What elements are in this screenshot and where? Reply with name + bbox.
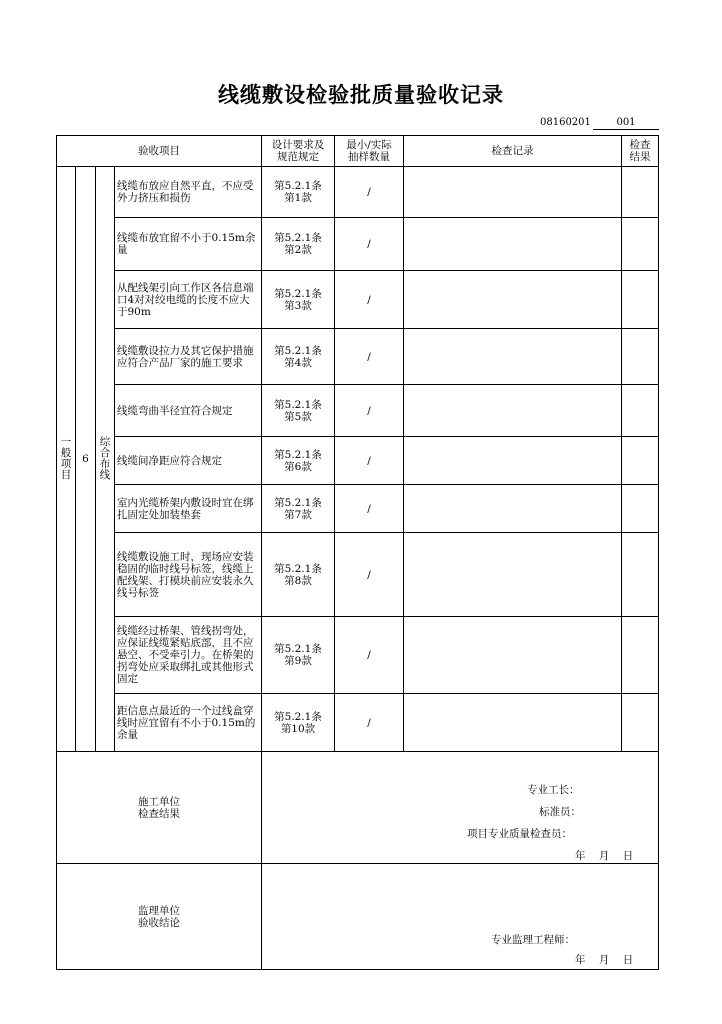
item-standard: 第5.2.1条 第4款 bbox=[262, 329, 335, 385]
item-record[interactable] bbox=[404, 167, 622, 218]
item-text: 线缆间净距应符合规定 bbox=[115, 437, 262, 485]
table-row bbox=[57, 385, 659, 437]
table-row bbox=[57, 694, 659, 752]
item-sample: / bbox=[335, 385, 404, 437]
item-standard: 第5.2.1条 第2款 bbox=[262, 218, 335, 271]
item-sample: / bbox=[335, 218, 404, 271]
table-row bbox=[57, 167, 659, 218]
header-item: 验收项目 bbox=[57, 136, 262, 167]
item-record[interactable] bbox=[404, 218, 622, 271]
item-record[interactable] bbox=[404, 533, 622, 617]
foreman-label: 专业工长： bbox=[527, 784, 580, 796]
group-cabling: 综 合 布 线 bbox=[96, 167, 115, 752]
construction-row bbox=[57, 752, 659, 864]
inspection-table bbox=[56, 135, 659, 970]
item-text: 线缆弯曲半径宜符合规定 bbox=[115, 385, 262, 437]
supervision-signoff[interactable] bbox=[262, 864, 659, 970]
item-result[interactable] bbox=[622, 533, 659, 617]
header-record: 检查记录 bbox=[404, 136, 622, 167]
item-text: 线缆敷设拉力及其它保护措施应符合产品厂家的施工要求 bbox=[115, 329, 262, 385]
table-row bbox=[57, 533, 659, 617]
item-result[interactable] bbox=[622, 329, 659, 385]
item-record[interactable] bbox=[404, 485, 622, 533]
item-text: 线缆布放应自然平直，不应受外力挤压和损伤 bbox=[115, 167, 262, 218]
item-result[interactable] bbox=[622, 485, 659, 533]
table-row bbox=[57, 617, 659, 694]
item-sample: / bbox=[335, 167, 404, 218]
item-text: 室内光缆桥架内敷设时宜在绑扎固定处加装垫套 bbox=[115, 485, 262, 533]
category-general: 一 般 项 目 bbox=[57, 167, 76, 752]
item-standard: 第5.2.1条 第10款 bbox=[262, 694, 335, 752]
item-result[interactable] bbox=[622, 437, 659, 485]
table-row bbox=[57, 329, 659, 385]
item-text: 距信息点最近的一个过线盒穿线时应宜留有不小于0.15m的余量 bbox=[115, 694, 262, 752]
construction-date: 年 月 日 bbox=[575, 850, 634, 862]
page-title: 线缆敷设检验批质量验收记录 bbox=[218, 83, 504, 107]
inspector-label: 项目专业质量检查员： bbox=[467, 828, 572, 840]
item-text: 线缆敷设施工时，现场应安装稳固的临时线号标签，线缆上配线架、打模块前应安装永久线号标签 bbox=[115, 533, 262, 617]
item-standard: 第5.2.1条 第5款 bbox=[262, 385, 335, 437]
item-result[interactable] bbox=[622, 218, 659, 271]
table-row bbox=[57, 218, 659, 271]
construction-label: 施工单位 检查结果 bbox=[57, 752, 262, 864]
item-record[interactable] bbox=[404, 329, 622, 385]
header-row bbox=[57, 136, 659, 167]
item-text: 线缆经过桥架、管线拐弯处，应保证线缆紧贴底部，且不应悬空、不受牵引力。在桥架的拐弯处应采取绑扎或其他形式固定 bbox=[115, 617, 262, 694]
group-number: 6 bbox=[76, 167, 96, 752]
item-sample: / bbox=[335, 271, 404, 329]
header-sample: 最小/实际 抽样数量 bbox=[335, 136, 404, 167]
supervision-label: 监理单位 验收结论 bbox=[57, 864, 262, 970]
item-sample: / bbox=[335, 617, 404, 694]
item-sample: / bbox=[335, 485, 404, 533]
item-result[interactable] bbox=[622, 271, 659, 329]
item-standard: 第5.2.1条 第7款 bbox=[262, 485, 335, 533]
item-record[interactable] bbox=[404, 617, 622, 694]
standard-officer-label: 标准员： bbox=[539, 806, 581, 818]
document-code bbox=[540, 117, 636, 128]
item-standard: 第5.2.1条 第3款 bbox=[262, 271, 335, 329]
item-text: 线缆布放宜留不小于0.15m余量 bbox=[115, 218, 262, 271]
item-record[interactable] bbox=[404, 271, 622, 329]
item-result[interactable] bbox=[622, 617, 659, 694]
header-result: 检查 结果 bbox=[622, 136, 659, 167]
item-standard: 第5.2.1条 第8款 bbox=[262, 533, 335, 617]
item-result[interactable] bbox=[622, 385, 659, 437]
item-sample: / bbox=[335, 694, 404, 752]
table-row bbox=[57, 437, 659, 485]
code-prefix: 08160201 bbox=[540, 117, 591, 128]
item-record[interactable] bbox=[404, 694, 622, 752]
item-result[interactable] bbox=[622, 694, 659, 752]
table-row bbox=[57, 271, 659, 329]
table-row bbox=[57, 485, 659, 533]
item-standard: 第5.2.1条 第9款 bbox=[262, 617, 335, 694]
item-record[interactable] bbox=[404, 437, 622, 485]
supervision-date: 年 月 日 bbox=[575, 954, 634, 966]
item-standard: 第5.2.1条 第6款 bbox=[262, 437, 335, 485]
code-number: 001 bbox=[593, 117, 659, 130]
item-sample: / bbox=[335, 533, 404, 617]
item-sample: / bbox=[335, 329, 404, 385]
engineer-label: 专业监理工程师： bbox=[491, 934, 575, 946]
item-standard: 第5.2.1条 第1款 bbox=[262, 167, 335, 218]
item-sample: / bbox=[335, 437, 404, 485]
header-design: 设计要求及 规范规定 bbox=[262, 136, 335, 167]
item-record[interactable] bbox=[404, 385, 622, 437]
item-result[interactable] bbox=[622, 167, 659, 218]
construction-signoff[interactable] bbox=[262, 752, 659, 864]
item-text: 从配线架引向工作区各信息端口4对对绞电缆的长度不应大于90m bbox=[115, 271, 262, 329]
supervision-row bbox=[57, 864, 659, 970]
